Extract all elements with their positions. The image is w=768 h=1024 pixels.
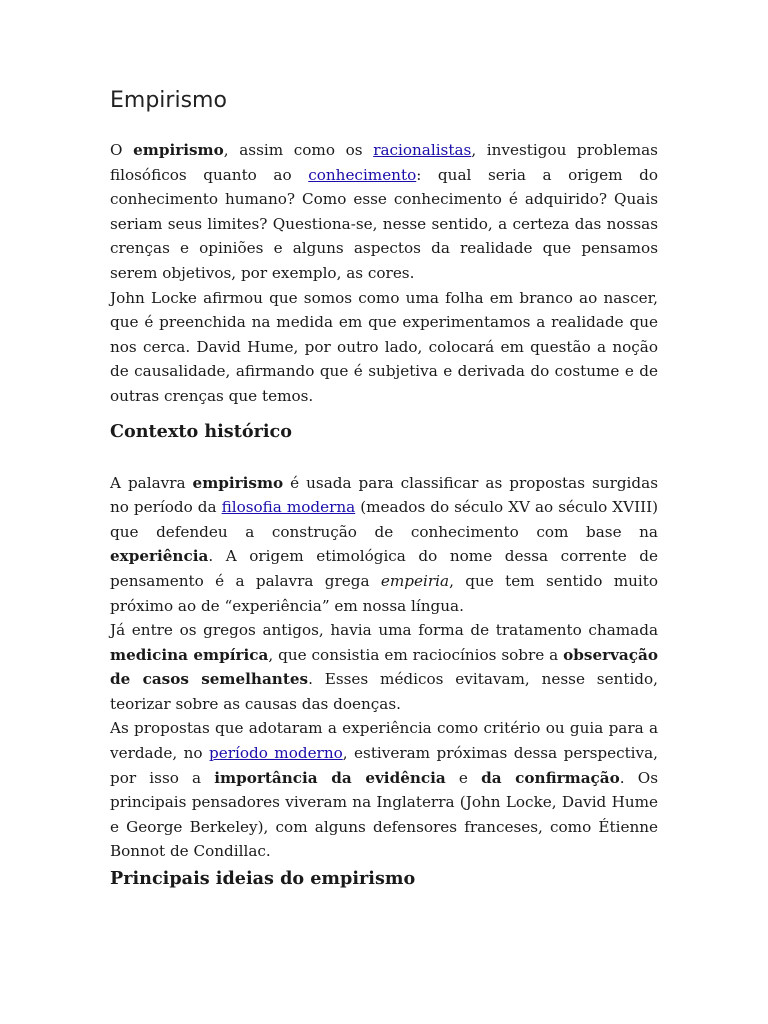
intro-paragraph-2: John Locke afirmou que somos como uma folha em branco ao nascer, que é preenchida na medida em que experimentamos a realidade que nos cerca. David Hume, por outro lado, colocará em questão a noção de causalidade, afirmando que é subjetiva e derivada do costume e de outras crenças que temos.	[110, 288, 658, 405]
page-title: Empirismo	[110, 88, 227, 113]
link-conhecimento[interactable]: conhecimento	[308, 165, 417, 184]
contexto-paragraph-2: Já entre os gregos antigos, havia uma forma de tratamento chamada medicina empírica, que consistia em raciocínios sobre a observação de casos semelhantes. Esses médicos evitavam, nesse sentido, teorizar sobre as causas das doenças.	[110, 621, 658, 713]
link-racionalistas[interactable]: racionalistas	[373, 141, 472, 159]
link-periodo-moderno[interactable]: período moderno	[209, 744, 343, 763]
section-heading-principais-ideias: Principais ideias do empirismo	[110, 868, 416, 890]
section-heading-contexto: Contexto histórico	[110, 420, 292, 442]
term-observacao: observação de casos semelhantes	[110, 645, 658, 689]
term-medicina-empirica: medicina empírica	[110, 645, 269, 664]
link-filosofia-moderna[interactable]: filosofia moderna	[221, 498, 356, 517]
term-empirismo: empirismo	[192, 473, 284, 492]
intro-paragraph-1: O empirismo, assim como os racionalistas, investigou problemas filosóficos quanto ao conhecimento: qual seria a origem do conhecimento humano? Como esse conhecimento é adquirido? Quais seriam seus limites? Questiona-se, nesse sentido, a certeza das nossas crenças e opiniões e alguns aspectos da realidade que pensamos serem objetivos, por exemplo, as cores.	[110, 141, 658, 282]
term-empirismo: empirismo	[133, 141, 224, 159]
term-empeiria: empeiria	[380, 571, 450, 590]
term-confirmacao: da confirmação	[481, 768, 620, 787]
term-experiencia: experiência	[110, 547, 209, 566]
contexto-paragraph-3: As propostas que adotaram a experiência como critério ou guia para a verdade, no período moderno, estiveram próximas dessa perspectiva, por isso a importância da evidência e da confirmação. Os principais pensadores viveram na Inglaterra (John Locke, David Hume e George Berkeley), com alguns defensores franceses, como Étienne Bonnot de Condillac.	[110, 719, 659, 861]
contexto-paragraph-1: A palavra empirismo é usada para classificar as propostas surgidas no período da filosofia moderna (meados do século XV ao século XVIII) que defendeu a construção de conhecimento com base na experiência. A origem etimológica do nome dessa corrente de pensamento é a palavra grega empeiria, que tem sentido muito próximo ao de “experiência” em nossa língua.	[110, 473, 658, 615]
term-importancia-evidencia: importância da evidência	[214, 768, 446, 787]
